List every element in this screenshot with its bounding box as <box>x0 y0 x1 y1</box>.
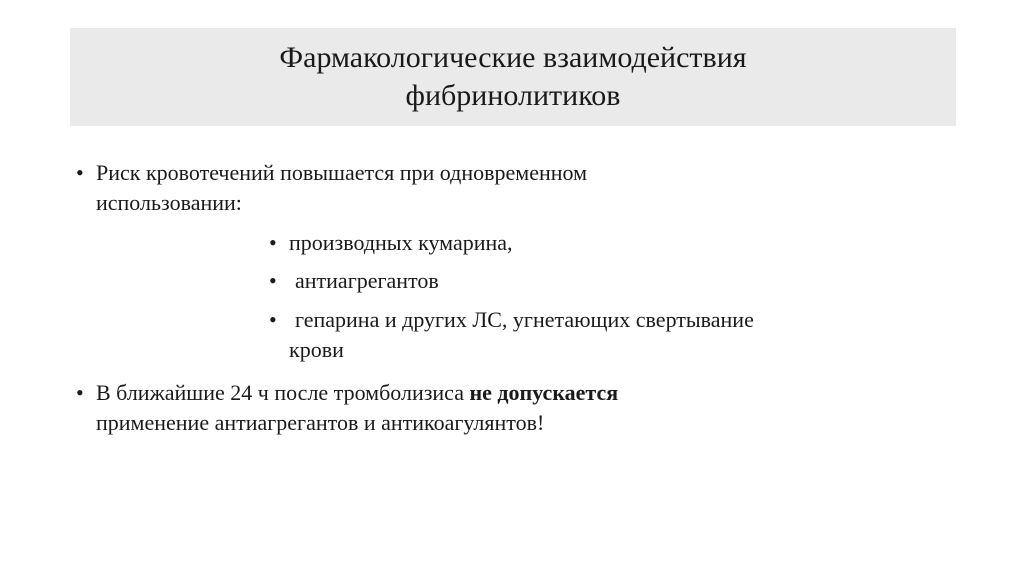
sub-bullet-marker: • <box>269 268 277 293</box>
sub-bullet-3-line-2: крови <box>289 337 344 362</box>
bullet-2-prefix: В ближайшие 24 ч после тромболизиса <box>96 380 470 405</box>
sub-bullet-2: антиагрегантов <box>295 268 439 293</box>
bullet-1-line-1: Риск кровотечений повышается при одновременном <box>96 160 588 185</box>
bullet-2-emphasis: не допускается <box>469 380 619 405</box>
bullet-1-line-2: использовании: <box>96 190 242 215</box>
bullet-2-line-1 <box>96 378 618 408</box>
bullet-marker: • <box>76 380 84 405</box>
sub-bullet-3-line-1: гепарина и других ЛС, угнетающих свертывание <box>295 307 754 332</box>
slide-title-line-2: фибринолитиков <box>405 79 621 112</box>
slide-title-line-1: Фармакологические взаимодействия <box>279 41 747 74</box>
sub-bullet-1: производных кумарина, <box>289 230 513 255</box>
bullet-2-line-2: применение антиагрегантов и антикоагулянтов! <box>96 410 545 435</box>
bullet-marker: • <box>76 160 84 185</box>
sub-bullet-marker: • <box>269 230 277 255</box>
sub-bullet-marker: • <box>269 307 277 332</box>
